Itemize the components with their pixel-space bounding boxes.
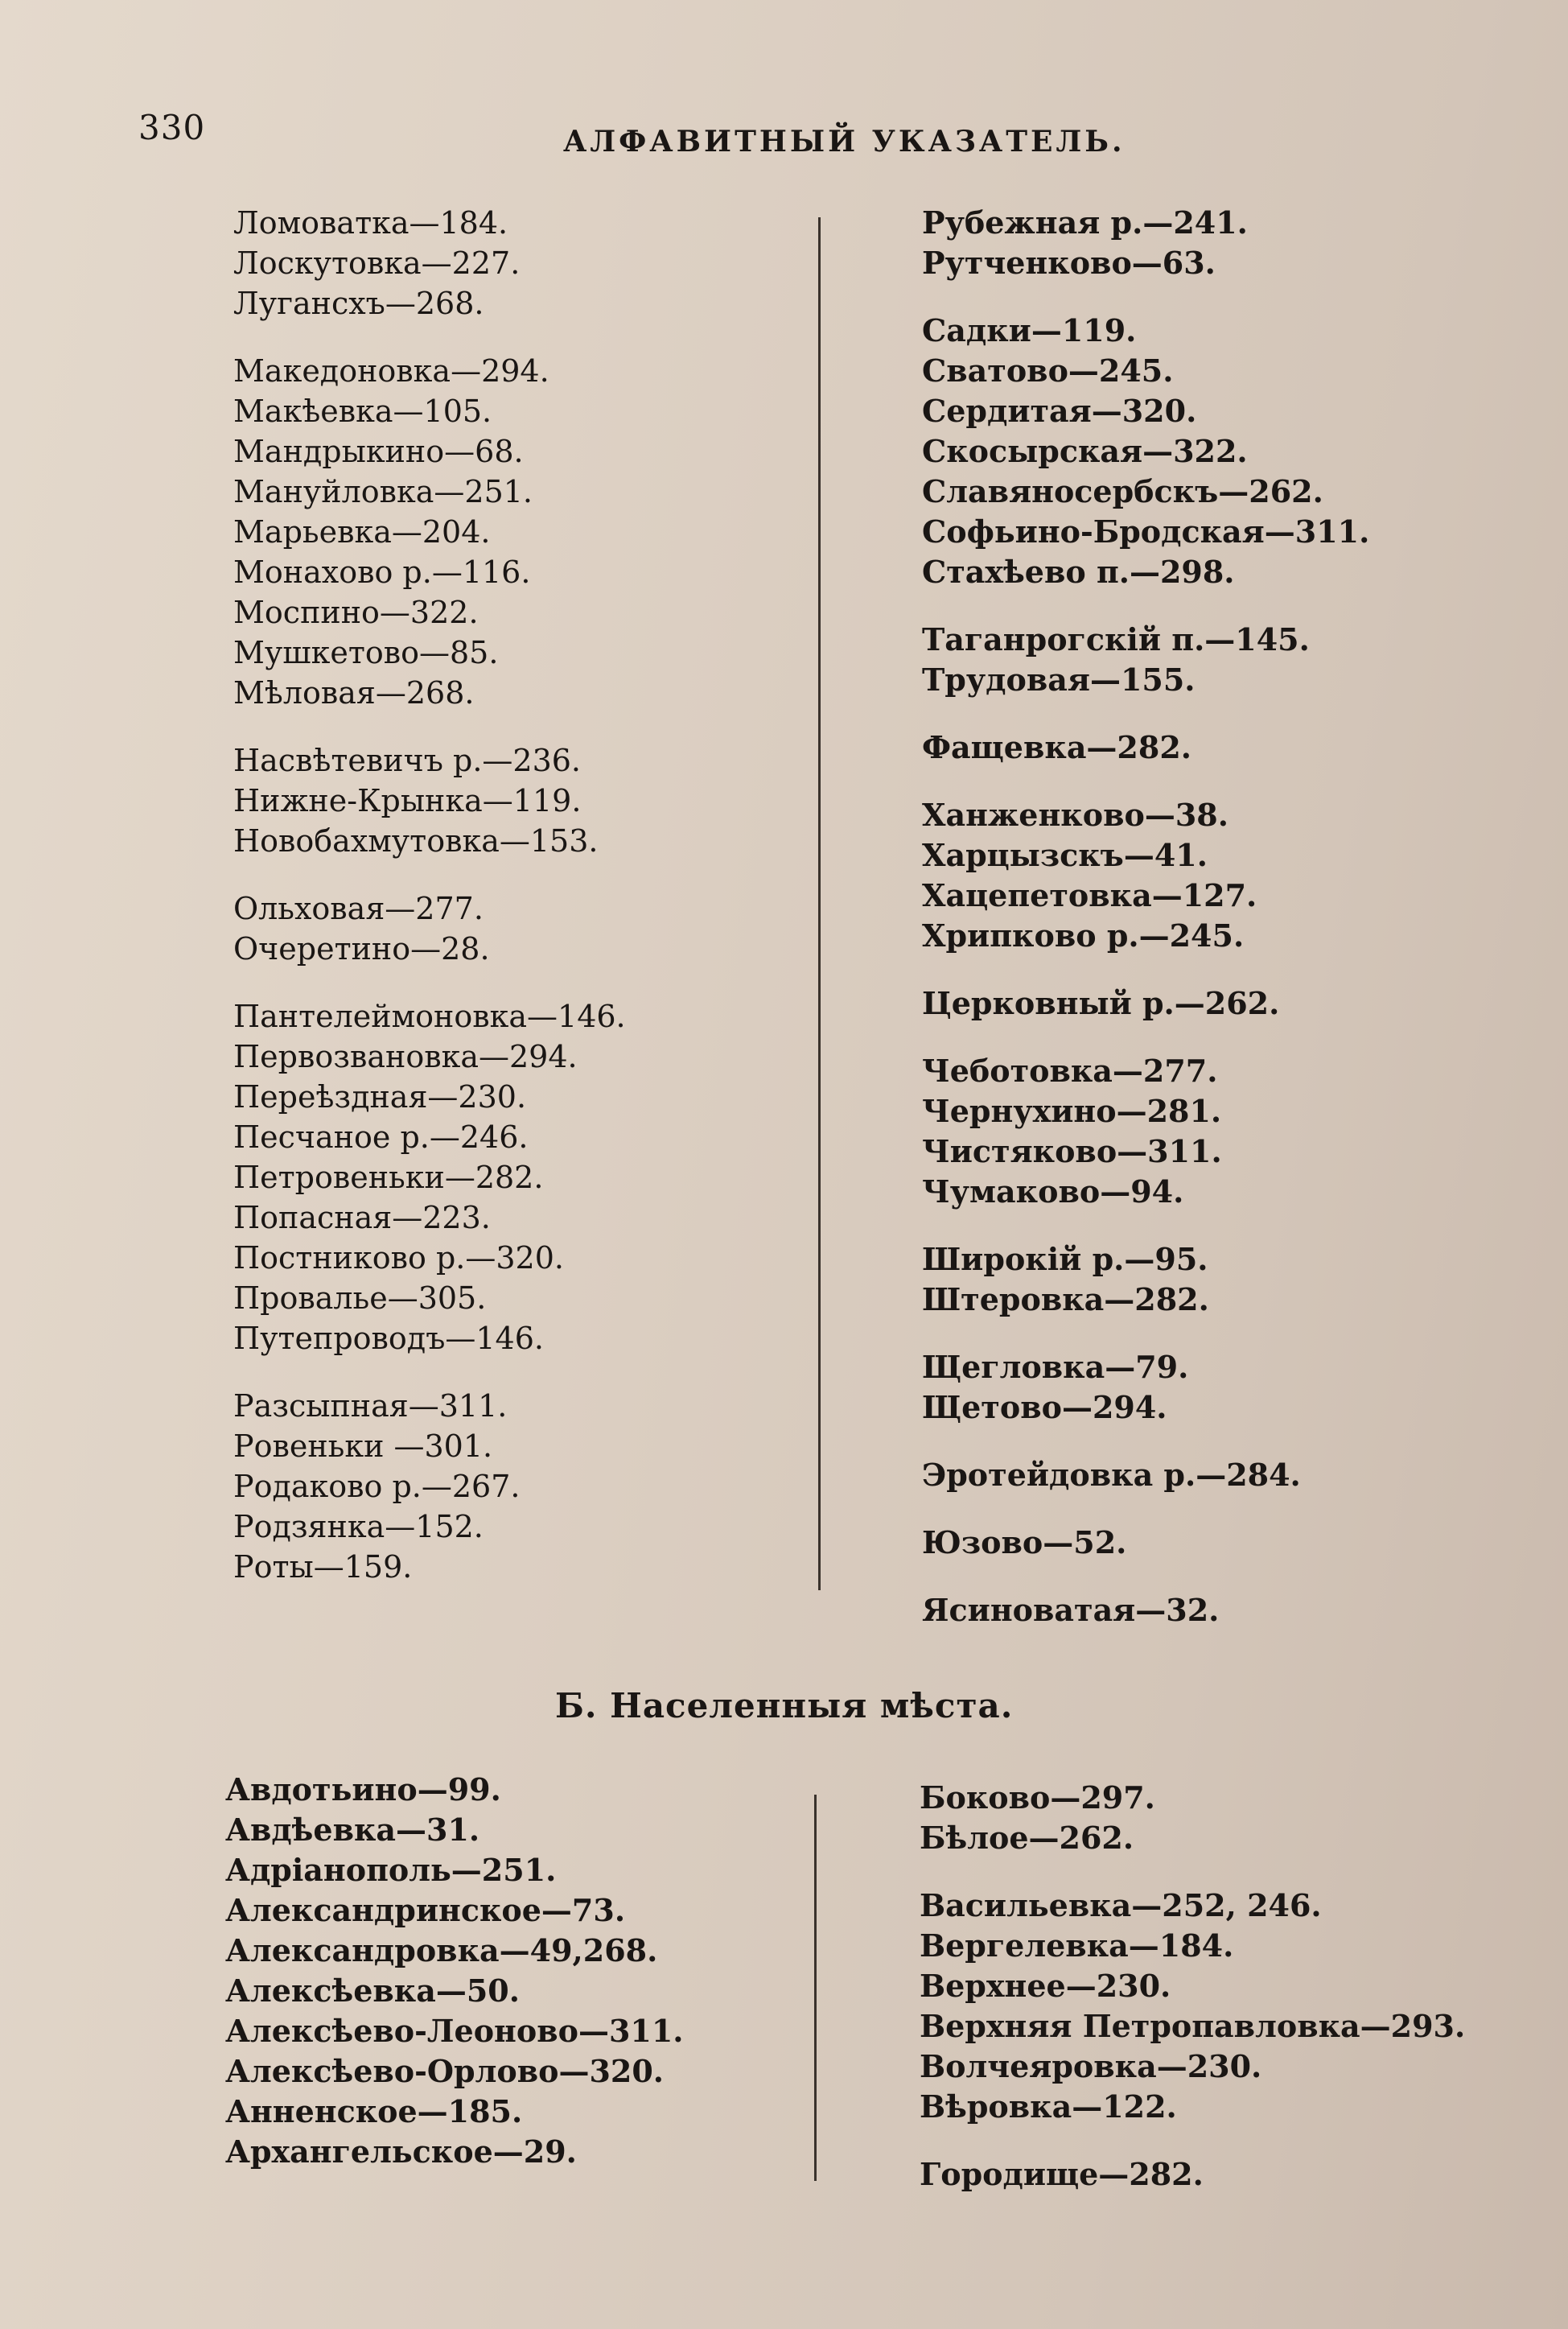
index-entry: Насвѣтевичъ р.—236. [233, 743, 582, 778]
index-entry: Щегловка—79. [922, 1349, 1189, 1385]
index-entry: Лоскутовка—227. [233, 245, 521, 281]
index-entry: Ровеньки —301. [233, 1428, 493, 1464]
index-entry: Путепроводъ—146. [233, 1321, 544, 1356]
index-entry: Ханженково—38. [922, 797, 1228, 833]
index-column-upper-right [922, 203, 1369, 1630]
index-entry: Александровка—49,268. [225, 1932, 658, 1968]
index-entry: Попасная—223. [233, 1200, 491, 1235]
index-entry: Хрипково р.—245. [922, 917, 1245, 954]
index-entry: Авдотьино—99. [225, 1771, 501, 1808]
index-entry: Таганрогскій п.—145. [922, 621, 1310, 657]
index-entry: Петровеньки—282. [233, 1160, 544, 1195]
index-column-upper-left [233, 203, 626, 1587]
index-entry: Харцызскъ—41. [922, 837, 1208, 873]
index-entry: Авдѣевка—31. [225, 1812, 480, 1848]
index-entry: Монахово р.—116. [233, 554, 531, 590]
index-entry: Мѣловая—268. [233, 675, 475, 711]
index-entry: Пантелеймоновка—146. [233, 999, 626, 1034]
page-number: 330 [138, 108, 206, 147]
index-entry: Садки—119. [922, 312, 1137, 348]
index-entry: Александринское—73. [225, 1892, 626, 1928]
index-entry: Родзянка—152. [233, 1509, 484, 1544]
index-entry: Юзово—52. [922, 1524, 1127, 1560]
index-entry: Постниково р.—320. [233, 1240, 564, 1276]
index-entry: Марьевка—204. [233, 514, 491, 550]
index-entry: Очеретино—28. [233, 931, 490, 967]
index-entry: Волчеяровка—230. [920, 2048, 1262, 2084]
index-entry: Бѣлое—262. [920, 1820, 1134, 1856]
index-entry: Моспино—322. [233, 595, 479, 630]
index-entry: Сватово—245. [922, 352, 1174, 389]
index-entry: Алексѣево-Орлово—320. [225, 2053, 665, 2089]
index-entry: Софьино-Бродская—311. [922, 513, 1370, 550]
index-entry: Ломоватка—184. [233, 205, 508, 241]
index-entry: Чистяково—311. [922, 1133, 1222, 1169]
section-title: Б. Населенныя мѣста. [555, 1686, 1014, 1725]
index-column-lower-left [225, 1770, 684, 2172]
index-entry: Первозвановка—294. [233, 1039, 578, 1074]
index-entry: Скосырская—322. [922, 433, 1248, 469]
index-entry: Рутченково—63. [922, 245, 1216, 281]
index-entry: Чеботовка—277. [922, 1053, 1218, 1089]
index-entry: Верхняя Петропавловка—293. [920, 2008, 1466, 2044]
index-entry: Чернухино—281. [922, 1093, 1222, 1129]
index-entry: Анненское—185. [225, 2093, 523, 2129]
index-entry: Родаково р.—267. [233, 1469, 521, 1504]
index-entry: Мушкетово—85. [233, 635, 499, 670]
index-entry: Верхнее—230. [920, 1968, 1171, 2004]
index-entry: Переѣздная—230. [233, 1079, 527, 1115]
index-entry: Мануйловка—251. [233, 474, 533, 509]
index-entry: Вергелевка—184. [920, 1927, 1234, 1964]
index-entry: Рубежная р.—241. [922, 204, 1248, 241]
index-entry: Мандрыкино—68. [233, 434, 524, 469]
index-entry: Боково—297. [920, 1779, 1155, 1816]
index-column-lower-right [920, 1778, 1465, 2195]
index-entry: Эротейдовка р.—284. [922, 1457, 1301, 1493]
index-entry: Вѣровка—122. [920, 2088, 1177, 2125]
index-entry: Штеровка—282. [922, 1281, 1209, 1317]
index-entry: Васильевка—252, 246. [920, 1887, 1322, 1923]
index-entry: Лугансхъ—268. [233, 286, 484, 321]
index-entry: Провалье—305. [233, 1280, 487, 1316]
index-entry: Сердитая—320. [922, 393, 1197, 429]
index-entry: Алексѣево-Леоново—311. [225, 2013, 684, 2049]
column-divider-upper [818, 217, 821, 1590]
index-entry: Ясиноватая—32. [922, 1592, 1220, 1628]
index-entry: Роты—159. [233, 1549, 413, 1585]
index-entry: Алексѣевка—50. [225, 1972, 520, 2009]
index-entry: Разсыпная—311. [233, 1388, 508, 1424]
index-entry: Новобахмутовка—153. [233, 823, 599, 859]
index-entry: Хацепетовка—127. [922, 877, 1257, 913]
column-divider-lower [814, 1795, 817, 2181]
index-entry: Церковный р.—262. [922, 985, 1280, 1021]
index-entry: Нижне-Крынка—119. [233, 783, 582, 818]
index-entry: Архангельское—29. [225, 2133, 577, 2170]
index-entry: Песчаное р.—246. [233, 1119, 529, 1155]
index-entry: Трудовая—155. [922, 662, 1196, 698]
index-entry: Стахѣево п.—298. [922, 554, 1235, 590]
index-entry: Щетово—294. [922, 1389, 1167, 1425]
index-entry: Славяносербскъ—262. [922, 473, 1323, 509]
index-entry: Фащевка—282. [922, 729, 1191, 765]
index-entry: Городище—282. [920, 2156, 1204, 2192]
running-head: АЛФАВИТНЫЙ УКАЗАТЕЛЬ. [563, 125, 1126, 159]
index-entry: Широкій р.—95. [922, 1241, 1208, 1277]
index-entry: Ольховая—277. [233, 891, 484, 926]
index-entry: Чумаково—94. [922, 1173, 1184, 1210]
index-entry: Макѣевка—105. [233, 394, 492, 429]
index-entry: Македоновка—294. [233, 353, 549, 389]
index-entry: Адріанополь—251. [225, 1852, 557, 1888]
